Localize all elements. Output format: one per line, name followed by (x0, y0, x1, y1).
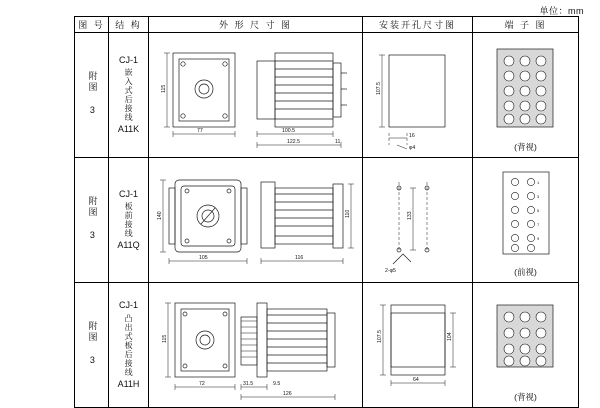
row3-dim-126: 126 (283, 391, 292, 397)
row1-term-cell (473, 33, 579, 158)
row3-struct-type: 凸出式板后接线 (124, 313, 134, 377)
row2-mount-133: 133 (407, 211, 413, 220)
row2-struct-cell (109, 158, 149, 283)
row2-dim-140: 140 (157, 211, 163, 220)
row1-mount-phi4: φ4 (409, 145, 416, 151)
table-row (75, 158, 579, 283)
row1-mount-16: 16 (409, 133, 415, 139)
table-header-row (75, 17, 579, 33)
row2-dim-105: 105 (199, 255, 208, 261)
row1-struct-model: CJ-1 (118, 54, 138, 65)
svg-text:3: 3 (537, 194, 540, 199)
row1-struct-code: A11K (117, 124, 140, 134)
row3-terminal-drawing (473, 283, 577, 405)
row2-mount-cell (363, 158, 473, 283)
row2-fig-label: 附图 3 (87, 196, 98, 242)
row2-mount-drawing (363, 158, 471, 280)
row3-fig-cell (75, 283, 109, 408)
header-outline: 外 形 尺 寸 图 (149, 17, 363, 33)
row2-struct-type: 板前接线 (124, 202, 134, 238)
row2-struct-code: A11Q (117, 240, 140, 250)
row1-outline-cell (149, 33, 363, 158)
row3-struct-model: CJ-1 (118, 300, 138, 311)
header-mount: 安装开孔尺寸图 (363, 17, 473, 33)
row2-dim-116: 116 (295, 255, 304, 261)
row3-dim-95: 9.5 (273, 381, 281, 387)
table-row (75, 33, 579, 158)
row3-fig-label: 附图 3 (87, 321, 98, 367)
row1-outline-drawing (149, 33, 361, 155)
table-row (75, 283, 579, 408)
svg-text:9: 9 (537, 236, 540, 241)
row1-dim-77: 77 (197, 128, 203, 134)
row1-mount-1075: 107.5 (376, 82, 382, 95)
svg-text:7: 7 (537, 222, 540, 227)
row3-dim-315: 31.5 (243, 381, 254, 387)
row1-dim-115: 115 (161, 84, 167, 93)
row3-mount-104: 104 (447, 332, 453, 341)
row2-term-cell (473, 158, 579, 283)
dimension-table (74, 16, 579, 408)
row2-mount-2phi5: 2-φ5 (385, 268, 396, 274)
row3-struct-code: A11H (117, 378, 140, 389)
row3-mount-64: 64 (413, 377, 419, 383)
row1-fig-cell (75, 33, 109, 158)
row3-mount-drawing (363, 283, 471, 405)
header-struct: 结 构 (109, 17, 149, 33)
svg-text:5: 5 (537, 208, 540, 213)
row3-outline-cell (149, 283, 363, 408)
row3-mount-1075: 107.5 (377, 330, 383, 343)
row3-dim-72: 72 (199, 381, 205, 387)
row1-mount-drawing (363, 33, 471, 155)
row2-term-caption: (前视) (514, 267, 537, 277)
svg-text:1: 1 (537, 180, 540, 185)
row1-term-caption: (背视) (514, 142, 537, 152)
row1-terminal-drawing (473, 33, 577, 155)
unit-note: 单位：mm (539, 6, 584, 16)
row3-struct-cell (109, 283, 149, 408)
row2-outline-drawing (149, 158, 361, 280)
row1-dim-1225: 122.5 (287, 139, 300, 145)
row1-struct-cell (109, 33, 149, 158)
row2-fig-cell (75, 158, 109, 283)
row3-outline-drawing (149, 283, 361, 405)
row3-dim-115: 115 (162, 334, 168, 343)
row1-mount-cell (363, 33, 473, 158)
row3-term-cell (473, 283, 579, 408)
row1-dim-11: 11 (335, 139, 341, 145)
header-term: 端 子 图 (473, 17, 579, 33)
header-fig: 图 号 (75, 17, 109, 33)
row3-mount-cell (363, 283, 473, 408)
row2-dim-110: 110 (345, 209, 351, 218)
row1-struct-type: 嵌入式后接线 (124, 68, 134, 122)
row2-struct-model: CJ-1 (118, 188, 138, 199)
row2-outline-cell (149, 158, 363, 283)
row1-fig-label: 附图 3 (87, 71, 98, 117)
row3-term-caption: (背视) (514, 392, 537, 402)
row1-dim-1005: 100.5 (282, 128, 295, 134)
row2-terminal-drawing (473, 158, 577, 280)
